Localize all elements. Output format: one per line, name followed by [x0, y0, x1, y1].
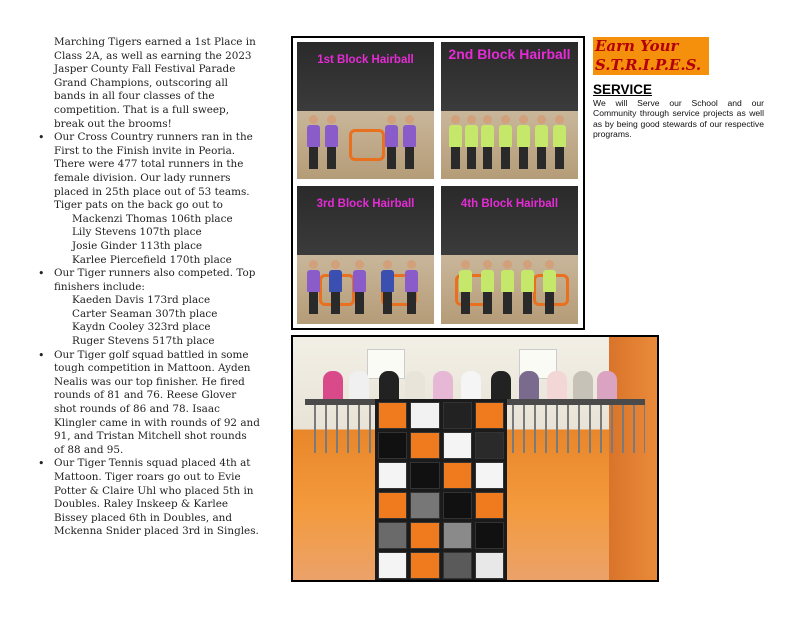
- photo-tile-1st-block: [297, 42, 434, 179]
- list-item: [38, 457, 260, 539]
- sub-list-item: Lily Stevens 107th place: [72, 226, 202, 239]
- student-figure: [403, 115, 416, 169]
- sub-list-item: Karlee Piercefield 170th place: [72, 253, 232, 266]
- student-figure: [517, 115, 530, 169]
- service-description: We will Serve our School and our Community through service projects as well as by being good stewards of our respective programs.: [593, 98, 764, 140]
- student-figure: [307, 260, 320, 314]
- sub-list-item: Kaydn Cooley 323rd place: [72, 321, 211, 334]
- student-figure: [385, 115, 398, 169]
- tile-label: 2nd Block Hairball: [448, 46, 571, 62]
- photo-tile-3rd-block: [297, 186, 434, 324]
- student-figure: [307, 115, 320, 169]
- gym-wall: [297, 186, 434, 255]
- tile-label: 1st Block Hairball: [317, 54, 414, 66]
- student-figure: [449, 115, 462, 169]
- student-figure: [499, 115, 512, 169]
- photo-tile-4th-block: [441, 186, 578, 324]
- student-figure: [481, 115, 494, 169]
- sub-list: [54, 294, 260, 348]
- tile-label: 4th Block Hairball: [460, 198, 559, 210]
- stripes-title-line: S.T.R.I.P.E.S.: [595, 56, 702, 74]
- hairball-photo-grid: [291, 36, 585, 330]
- continuation-paragraph: Marching Tigers earned a 1st Place in Class 2A, as well as earning the 2023 Jasper County Fall Festival Parade Grand Champions, outscoring all bands in all four classes of the competition. That is a full sweep, break out the brooms!: [54, 36, 256, 130]
- orange-wall: [609, 337, 657, 580]
- student-figure: [543, 260, 556, 314]
- sub-list: [54, 213, 260, 267]
- sub-list-item: Carter Seaman 307th place: [72, 307, 218, 320]
- stripes-title-banner: [593, 37, 709, 75]
- bullet-text: Our Tiger Tennis squad placed 4th at Mattoon. Tiger roars go out to Evie Potter & Claire Uhl who placed 5th in Doubles. Raley Inskeep & Karlee Bissey placed 6th in Doubles, and Mckenna Snider placed 3rd in Singles.: [54, 457, 259, 538]
- student-figure: [481, 260, 494, 314]
- student-figure: [353, 260, 366, 314]
- sub-list-item: Josie Ginder 113th place: [72, 239, 203, 252]
- student-figure: [329, 260, 342, 314]
- list-item: [38, 349, 260, 458]
- stripes-title-line: Earn Your: [595, 37, 679, 55]
- service-heading: SERVICE: [593, 82, 653, 97]
- bullet-text: Our Tiger golf squad battled in some tough competition in Mattoon. Ayden Nealis was our top finisher. He fired rounds of 81 and 76. Reese Glover shot rounds of 86 and 78. Isaac Klingler came in with rounds of 92 and 91, and Tristan Mitchell shot rounds of 88 and 95.: [54, 348, 260, 456]
- student-figure: [553, 115, 566, 169]
- photo-tile-2nd-block: [441, 42, 578, 179]
- student-figure: [535, 115, 548, 169]
- student-figure: [465, 115, 478, 169]
- quilt-photo: [291, 335, 659, 582]
- tshirt-quilt: [375, 399, 507, 582]
- sub-list-item: Kaeden Davis 173rd place: [72, 294, 211, 307]
- bullet-text: Our Cross Country runners ran in the First to the Finish invite in Peoria. There were 477 total runners in the female division. Our lady runners placed in 25th place out of 53 teams. Tiger pats on the back go out to: [54, 131, 253, 212]
- bullet-text: Our Tiger runners also competed. Top finishers include:: [54, 267, 256, 293]
- student-figure: [459, 260, 472, 314]
- gym-wall: [297, 42, 434, 111]
- news-bullet-list: [38, 131, 260, 539]
- student-figure: [405, 260, 418, 314]
- gym-wall: [441, 186, 578, 255]
- hairball-goal: [349, 129, 385, 161]
- list-item: [38, 267, 260, 349]
- student-figure: [381, 260, 394, 314]
- student-figure: [325, 115, 338, 169]
- left-text-column: [38, 36, 260, 539]
- list-item: [38, 131, 260, 267]
- student-figure: [501, 260, 514, 314]
- sub-list-item: Ruger Stevens 517th place: [72, 335, 215, 348]
- student-figure: [521, 260, 534, 314]
- sub-list-item: Mackenzi Thomas 106th place: [72, 212, 233, 225]
- tile-label: 3rd Block Hairball: [316, 198, 415, 210]
